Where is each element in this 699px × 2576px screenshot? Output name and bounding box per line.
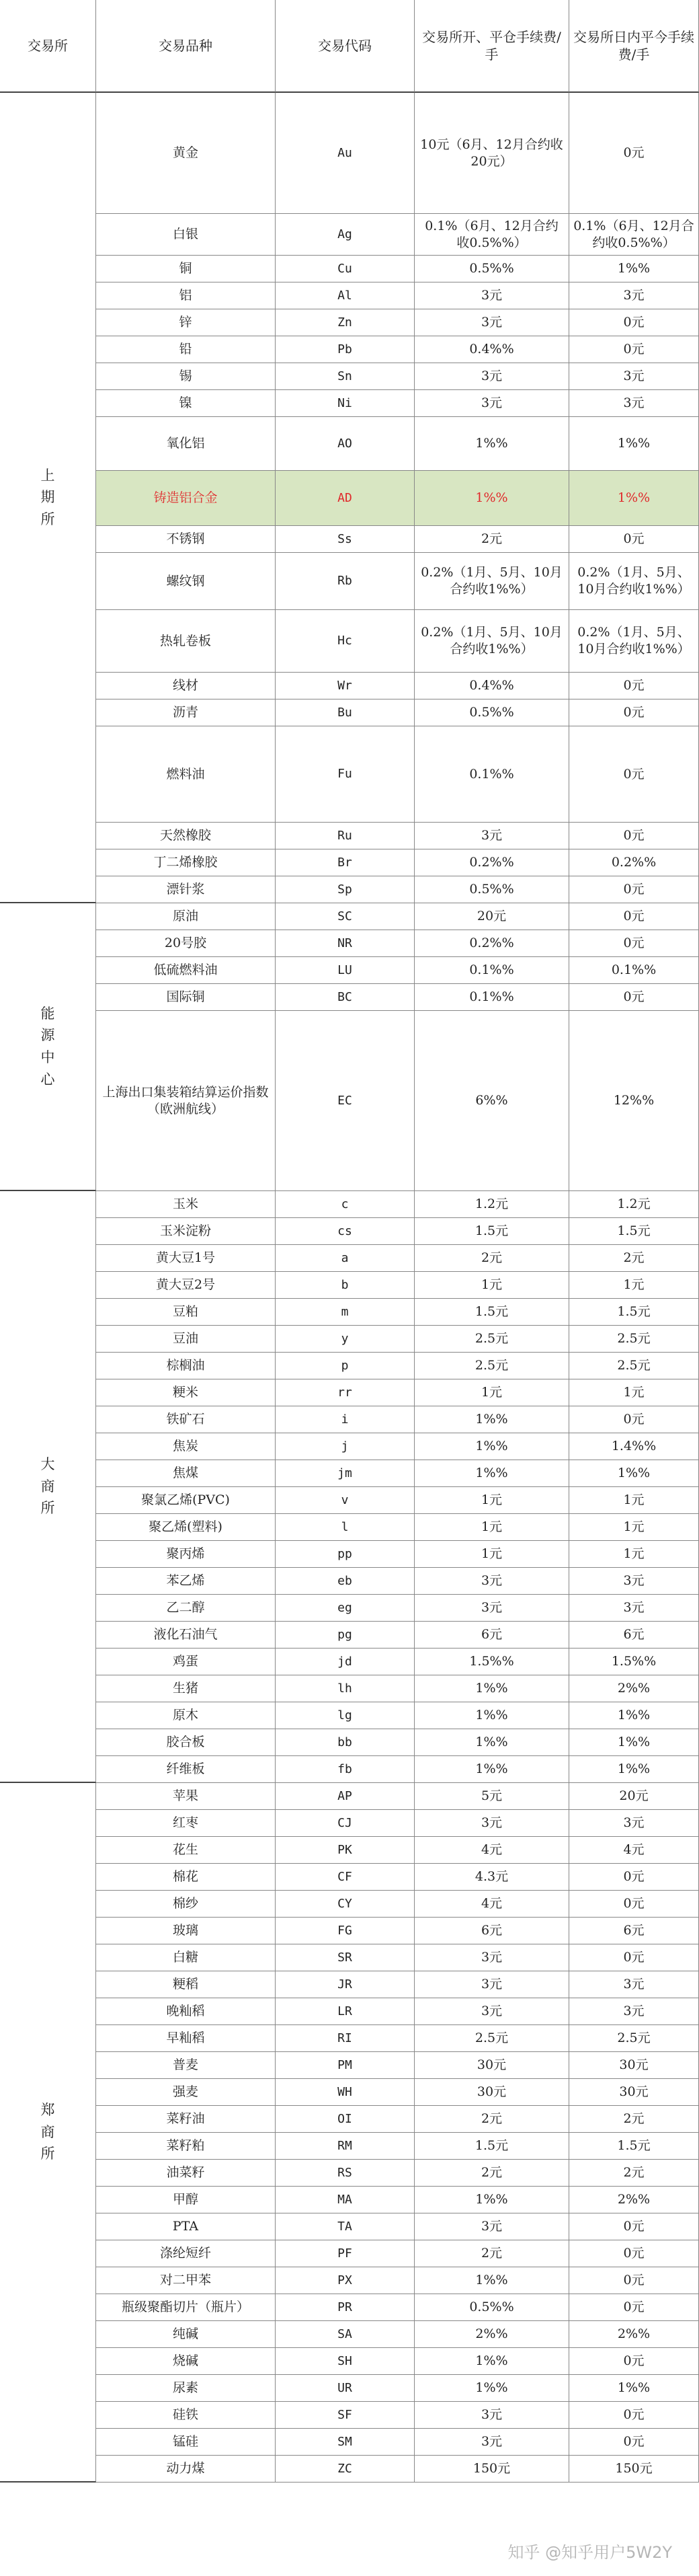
intraday-fee-cell: 1.5元 — [569, 1218, 699, 1245]
open-close-fee-cell: 1%% — [415, 2267, 569, 2294]
intraday-fee-cell: 1%% — [569, 1756, 699, 1783]
open-close-fee-cell: 0.5%% — [415, 876, 569, 903]
open-close-fee-cell: 0.4%% — [415, 336, 569, 363]
product-cell: 铅 — [96, 336, 276, 363]
intraday-fee-cell: 0.1%% — [569, 957, 699, 984]
product-cell: 花生 — [96, 1837, 276, 1864]
open-close-fee-cell: 1元 — [415, 1487, 569, 1514]
code-cell: TA — [276, 2213, 415, 2240]
open-close-fee-cell: 1%% — [415, 1729, 569, 1756]
intraday-fee-cell: 0元 — [569, 930, 699, 957]
open-close-fee-cell: 2.5元 — [415, 2025, 569, 2052]
header-3: 交易所开、平仓手续费/手 — [415, 0, 569, 93]
open-close-fee-cell: 0.1%% — [415, 984, 569, 1011]
code-cell: PK — [276, 1837, 415, 1864]
product-cell: 锌 — [96, 309, 276, 336]
code-cell: Ss — [276, 526, 415, 553]
open-close-fee-cell: 0.2%% — [415, 930, 569, 957]
product-cell: 苹果 — [96, 1783, 276, 1810]
intraday-fee-cell: 0.2%（1月、5月、10月合约收1%%） — [569, 610, 699, 673]
product-cell: 20号胶 — [96, 930, 276, 957]
product-cell: 聚丙烯 — [96, 1541, 276, 1568]
intraday-fee-cell: 2元 — [569, 1245, 699, 1272]
intraday-fee-cell: 2%% — [569, 2187, 699, 2213]
product-cell: 粳米 — [96, 1379, 276, 1406]
product-cell: 锰硅 — [96, 2429, 276, 2456]
open-close-fee-cell: 2元 — [415, 526, 569, 553]
intraday-fee-cell: 0元 — [569, 1891, 699, 1918]
code-cell: eg — [276, 1595, 415, 1622]
intraday-fee-cell: 1.5%% — [569, 1649, 699, 1675]
header-1: 交易品种 — [96, 0, 276, 93]
product-cell: 普麦 — [96, 2052, 276, 2079]
product-cell: 上海出口集装箱结算运价指数（欧洲航线） — [96, 1011, 276, 1191]
product-cell: 棕榈油 — [96, 1353, 276, 1379]
open-close-fee-cell: 2元 — [415, 2160, 569, 2187]
intraday-fee-cell: 1%% — [569, 417, 699, 471]
product-cell: 沥青 — [96, 699, 276, 726]
intraday-fee-cell: 0.1%（6月、12月合约收0.5%%） — [569, 214, 699, 256]
product-cell: 焦炭 — [96, 1433, 276, 1460]
intraday-fee-cell: 0元 — [569, 526, 699, 553]
product-cell: 棉花 — [96, 1864, 276, 1891]
product-cell: 不锈钢 — [96, 526, 276, 553]
code-cell: fb — [276, 1756, 415, 1783]
open-close-fee-cell: 30元 — [415, 2079, 569, 2106]
code-cell: p — [276, 1353, 415, 1379]
code-cell: c — [276, 1191, 415, 1218]
code-cell: PX — [276, 2267, 415, 2294]
product-cell: 纯碱 — [96, 2321, 276, 2348]
product-cell: 乙二醇 — [96, 1595, 276, 1622]
open-close-fee-cell: 4元 — [415, 1891, 569, 1918]
product-cell: 粳稻 — [96, 1971, 276, 1998]
intraday-fee-cell: 0.2%（1月、5月、10月合约收1%%） — [569, 553, 699, 610]
open-close-fee-cell: 1元 — [415, 1541, 569, 1568]
product-cell: 丁二烯橡胶 — [96, 849, 276, 876]
exchange-cell: 能 源 中 心 — [0, 903, 96, 1191]
code-cell: v — [276, 1487, 415, 1514]
open-close-fee-cell: 6元 — [415, 1918, 569, 1944]
product-cell: 焦煤 — [96, 1460, 276, 1487]
intraday-fee-cell: 1.5元 — [569, 1299, 699, 1326]
open-close-fee-cell: 6元 — [415, 1622, 569, 1649]
open-close-fee-cell: 1.5元 — [415, 1299, 569, 1326]
product-cell: 棉纱 — [96, 1891, 276, 1918]
open-close-fee-cell: 3元 — [415, 390, 569, 417]
code-cell: PM — [276, 2052, 415, 2079]
product-cell: 锡 — [96, 363, 276, 390]
intraday-fee-cell: 0元 — [569, 309, 699, 336]
open-close-fee-cell: 1%% — [415, 2348, 569, 2375]
product-cell: 尿素 — [96, 2375, 276, 2402]
intraday-fee-cell: 1元 — [569, 1541, 699, 1568]
product-cell: 甲醇 — [96, 2187, 276, 2213]
intraday-fee-cell: 12%% — [569, 1011, 699, 1191]
code-cell: AP — [276, 1783, 415, 1810]
code-cell: RS — [276, 2160, 415, 2187]
product-cell: 纤维板 — [96, 1756, 276, 1783]
product-cell: 豆粕 — [96, 1299, 276, 1326]
product-cell: 硅铁 — [96, 2402, 276, 2429]
product-cell: 动力煤 — [96, 2456, 276, 2483]
code-cell: UR — [276, 2375, 415, 2402]
code-cell: rr — [276, 1379, 415, 1406]
code-cell: Pb — [276, 336, 415, 363]
code-cell: lg — [276, 1702, 415, 1729]
product-cell: PTA — [96, 2213, 276, 2240]
intraday-fee-cell: 0元 — [569, 2240, 699, 2267]
code-cell: Ru — [276, 823, 415, 849]
code-cell: lh — [276, 1675, 415, 1702]
open-close-fee-cell: 1%% — [415, 1702, 569, 1729]
product-cell: 线材 — [96, 673, 276, 699]
open-close-fee-cell: 0.1%% — [415, 726, 569, 823]
intraday-fee-cell: 0元 — [569, 726, 699, 823]
code-cell: Cu — [276, 256, 415, 282]
open-close-fee-cell: 3元 — [415, 1810, 569, 1837]
exchange-cell: 上 期 所 — [0, 93, 96, 903]
open-close-fee-cell: 3元 — [415, 2402, 569, 2429]
intraday-fee-cell: 1.5元 — [569, 2133, 699, 2160]
product-cell: 对二甲苯 — [96, 2267, 276, 2294]
code-cell: l — [276, 1514, 415, 1541]
code-cell: cs — [276, 1218, 415, 1245]
code-cell: Hc — [276, 610, 415, 673]
open-close-fee-cell: 3元 — [415, 823, 569, 849]
code-cell: SC — [276, 903, 415, 930]
code-cell: Al — [276, 282, 415, 309]
intraday-fee-cell: 3元 — [569, 1568, 699, 1595]
intraday-fee-cell: 2%% — [569, 2321, 699, 2348]
code-cell: jd — [276, 1649, 415, 1675]
intraday-fee-cell: 3元 — [569, 282, 699, 309]
open-close-fee-cell: 1.2元 — [415, 1191, 569, 1218]
code-cell: b — [276, 1272, 415, 1299]
code-cell: BC — [276, 984, 415, 1011]
open-close-fee-cell: 3元 — [415, 1568, 569, 1595]
code-cell: PF — [276, 2240, 415, 2267]
code-cell: JR — [276, 1971, 415, 1998]
open-close-fee-cell: 0.5%% — [415, 2294, 569, 2321]
open-close-fee-cell: 1%% — [415, 471, 569, 526]
intraday-fee-cell: 0元 — [569, 673, 699, 699]
code-cell: SA — [276, 2321, 415, 2348]
header-4: 交易所日内平今手续费/手 — [569, 0, 699, 93]
open-close-fee-cell: 2元 — [415, 2106, 569, 2133]
open-close-fee-cell: 10元（6月、12月合约收20元） — [415, 93, 569, 214]
code-cell: ZC — [276, 2456, 415, 2483]
code-cell: Sn — [276, 363, 415, 390]
code-cell: pp — [276, 1541, 415, 1568]
code-cell: SH — [276, 2348, 415, 2375]
product-cell: 胶合板 — [96, 1729, 276, 1756]
code-cell: LU — [276, 957, 415, 984]
open-close-fee-cell: 1%% — [415, 2187, 569, 2213]
intraday-fee-cell: 1元 — [569, 1487, 699, 1514]
open-close-fee-cell: 2.5元 — [415, 1326, 569, 1353]
code-cell: PR — [276, 2294, 415, 2321]
product-cell: 黄大豆2号 — [96, 1272, 276, 1299]
code-cell: SF — [276, 2402, 415, 2429]
open-close-fee-cell: 2元 — [415, 1245, 569, 1272]
open-close-fee-cell: 6%% — [415, 1011, 569, 1191]
intraday-fee-cell: 0元 — [569, 93, 699, 214]
code-cell: Zn — [276, 309, 415, 336]
open-close-fee-cell: 1.5元 — [415, 2133, 569, 2160]
product-cell: 铸造铝合金 — [96, 471, 276, 526]
intraday-fee-cell: 1.4%% — [569, 1433, 699, 1460]
open-close-fee-cell: 3元 — [415, 1998, 569, 2025]
product-cell: 玉米淀粉 — [96, 1218, 276, 1245]
code-cell: AD — [276, 471, 415, 526]
intraday-fee-cell: 0元 — [569, 2348, 699, 2375]
intraday-fee-cell: 0元 — [569, 2294, 699, 2321]
product-cell: 燃料油 — [96, 726, 276, 823]
open-close-fee-cell: 0.1%（6月、12月合约收0.5%%） — [415, 214, 569, 256]
code-cell: i — [276, 1406, 415, 1433]
open-close-fee-cell: 1%% — [415, 1756, 569, 1783]
intraday-fee-cell: 1.2元 — [569, 1191, 699, 1218]
intraday-fee-cell: 2元 — [569, 2106, 699, 2133]
intraday-fee-cell: 0.2%% — [569, 849, 699, 876]
product-cell: 国际铜 — [96, 984, 276, 1011]
intraday-fee-cell: 30元 — [569, 2052, 699, 2079]
intraday-fee-cell: 0元 — [569, 1864, 699, 1891]
code-cell: a — [276, 1245, 415, 1272]
code-cell: MA — [276, 2187, 415, 2213]
intraday-fee-cell: 6元 — [569, 1622, 699, 1649]
open-close-fee-cell: 3元 — [415, 309, 569, 336]
intraday-fee-cell: 0元 — [569, 876, 699, 903]
product-cell: 豆油 — [96, 1326, 276, 1353]
intraday-fee-cell: 2元 — [569, 2160, 699, 2187]
product-cell: 氧化铝 — [96, 417, 276, 471]
product-cell: 玉米 — [96, 1191, 276, 1218]
product-cell: 白糖 — [96, 1944, 276, 1971]
code-cell: OI — [276, 2106, 415, 2133]
intraday-fee-cell: 0元 — [569, 2429, 699, 2456]
open-close-fee-cell: 1%% — [415, 417, 569, 471]
intraday-fee-cell: 2.5元 — [569, 1326, 699, 1353]
open-close-fee-cell: 30元 — [415, 2052, 569, 2079]
open-close-fee-cell: 0.2%（1月、5月、10月合约收1%%） — [415, 610, 569, 673]
code-cell: CY — [276, 1891, 415, 1918]
code-cell: bb — [276, 1729, 415, 1756]
open-close-fee-cell: 1%% — [415, 1406, 569, 1433]
code-cell: LR — [276, 1998, 415, 2025]
product-cell: 烧碱 — [96, 2348, 276, 2375]
intraday-fee-cell: 3元 — [569, 1971, 699, 1998]
product-cell: 低硫燃料油 — [96, 957, 276, 984]
product-cell: 苯乙烯 — [96, 1568, 276, 1595]
open-close-fee-cell: 3元 — [415, 2213, 569, 2240]
intraday-fee-cell: 1元 — [569, 1272, 699, 1299]
code-cell: Bu — [276, 699, 415, 726]
code-cell: Fu — [276, 726, 415, 823]
product-cell: 镍 — [96, 390, 276, 417]
code-cell: Sp — [276, 876, 415, 903]
code-cell: SR — [276, 1944, 415, 1971]
intraday-fee-cell: 1元 — [569, 1379, 699, 1406]
code-cell: Rb — [276, 553, 415, 610]
open-close-fee-cell: 1.5元 — [415, 1218, 569, 1245]
code-cell: Ag — [276, 214, 415, 256]
intraday-fee-cell: 4元 — [569, 1837, 699, 1864]
intraday-fee-cell: 1%% — [569, 471, 699, 526]
intraday-fee-cell: 0元 — [569, 2267, 699, 2294]
product-cell: 晚籼稻 — [96, 1998, 276, 2025]
intraday-fee-cell: 1%% — [569, 1729, 699, 1756]
intraday-fee-cell: 2.5元 — [569, 2025, 699, 2052]
code-cell: Wr — [276, 673, 415, 699]
open-close-fee-cell: 4.3元 — [415, 1864, 569, 1891]
intraday-fee-cell: 3元 — [569, 1595, 699, 1622]
open-close-fee-cell: 1%% — [415, 1433, 569, 1460]
exchange-cell: 郑 商 所 — [0, 1783, 96, 2483]
code-cell: NR — [276, 930, 415, 957]
open-close-fee-cell: 3元 — [415, 1971, 569, 1998]
open-close-fee-cell: 0.2%% — [415, 849, 569, 876]
intraday-fee-cell: 0元 — [569, 903, 699, 930]
product-cell: 菜籽油 — [96, 2106, 276, 2133]
intraday-fee-cell: 1%% — [569, 256, 699, 282]
intraday-fee-cell: 30元 — [569, 2079, 699, 2106]
intraday-fee-cell: 0元 — [569, 1406, 699, 1433]
code-cell: j — [276, 1433, 415, 1460]
code-cell: WH — [276, 2079, 415, 2106]
intraday-fee-cell: 0元 — [569, 2213, 699, 2240]
open-close-fee-cell: 1.5%% — [415, 1649, 569, 1675]
product-cell: 漂针浆 — [96, 876, 276, 903]
code-cell: RM — [276, 2133, 415, 2160]
open-close-fee-cell: 4元 — [415, 1837, 569, 1864]
header-0: 交易所 — [0, 0, 96, 93]
intraday-fee-cell: 1%% — [569, 1702, 699, 1729]
product-cell: 玻璃 — [96, 1918, 276, 1944]
watermark: 知乎 @知乎用户5W2Y — [507, 2543, 672, 2562]
product-cell: 黄金 — [96, 93, 276, 214]
product-cell: 原木 — [96, 1702, 276, 1729]
open-close-fee-cell: 2元 — [415, 2240, 569, 2267]
open-close-fee-cell: 20元 — [415, 903, 569, 930]
product-cell: 螺纹钢 — [96, 553, 276, 610]
intraday-fee-cell: 1%% — [569, 1460, 699, 1487]
intraday-fee-cell: 1%% — [569, 2375, 699, 2402]
intraday-fee-cell: 3元 — [569, 363, 699, 390]
intraday-fee-cell: 0元 — [569, 699, 699, 726]
intraday-fee-cell: 3元 — [569, 1810, 699, 1837]
open-close-fee-cell: 3元 — [415, 1595, 569, 1622]
code-cell: pg — [276, 1622, 415, 1649]
open-close-fee-cell: 0.5%% — [415, 699, 569, 726]
open-close-fee-cell: 3元 — [415, 1944, 569, 1971]
intraday-fee-cell: 2.5元 — [569, 1353, 699, 1379]
open-close-fee-cell: 5元 — [415, 1783, 569, 1810]
product-cell: 早籼稻 — [96, 2025, 276, 2052]
product-cell: 鸡蛋 — [96, 1649, 276, 1675]
product-cell: 液化石油气 — [96, 1622, 276, 1649]
code-cell: CF — [276, 1864, 415, 1891]
product-cell: 铜 — [96, 256, 276, 282]
code-cell: EC — [276, 1011, 415, 1191]
code-cell: Ni — [276, 390, 415, 417]
intraday-fee-cell: 3元 — [569, 390, 699, 417]
code-cell: AO — [276, 417, 415, 471]
product-cell: 菜籽粕 — [96, 2133, 276, 2160]
open-close-fee-cell: 0.4%% — [415, 673, 569, 699]
open-close-fee-cell: 1元 — [415, 1514, 569, 1541]
code-cell: RI — [276, 2025, 415, 2052]
open-close-fee-cell: 1%% — [415, 1675, 569, 1702]
code-cell: Br — [276, 849, 415, 876]
code-cell: eb — [276, 1568, 415, 1595]
product-cell: 热轧卷板 — [96, 610, 276, 673]
open-close-fee-cell: 3元 — [415, 2429, 569, 2456]
intraday-fee-cell: 20元 — [569, 1783, 699, 1810]
intraday-fee-cell: 6元 — [569, 1918, 699, 1944]
code-cell: SM — [276, 2429, 415, 2456]
intraday-fee-cell: 0元 — [569, 984, 699, 1011]
product-cell: 原油 — [96, 903, 276, 930]
intraday-fee-cell: 0元 — [569, 336, 699, 363]
product-cell: 油菜籽 — [96, 2160, 276, 2187]
open-close-fee-cell: 1元 — [415, 1379, 569, 1406]
header-2: 交易代码 — [276, 0, 415, 93]
open-close-fee-cell: 0.5%% — [415, 256, 569, 282]
intraday-fee-cell: 0元 — [569, 2402, 699, 2429]
code-cell: y — [276, 1326, 415, 1353]
exchange-cell: 大 商 所 — [0, 1191, 96, 1783]
open-close-fee-cell: 1元 — [415, 1272, 569, 1299]
code-cell: jm — [276, 1460, 415, 1487]
intraday-fee-cell: 2%% — [569, 1675, 699, 1702]
open-close-fee-cell: 1%% — [415, 2375, 569, 2402]
product-cell: 强麦 — [96, 2079, 276, 2106]
product-cell: 黄大豆1号 — [96, 1245, 276, 1272]
product-cell: 铝 — [96, 282, 276, 309]
product-cell: 聚乙烯(塑料) — [96, 1514, 276, 1541]
intraday-fee-cell: 0元 — [569, 1944, 699, 1971]
intraday-fee-cell: 3元 — [569, 1998, 699, 2025]
intraday-fee-cell: 0元 — [569, 823, 699, 849]
open-close-fee-cell: 0.1%% — [415, 957, 569, 984]
open-close-fee-cell: 0.2%（1月、5月、10月合约收1%%） — [415, 553, 569, 610]
product-cell: 聚氯乙烯(PVC) — [96, 1487, 276, 1514]
product-cell: 瓶级聚酯切片（瓶片） — [96, 2294, 276, 2321]
open-close-fee-cell: 150元 — [415, 2456, 569, 2483]
product-cell: 天然橡胶 — [96, 823, 276, 849]
intraday-fee-cell: 150元 — [569, 2456, 699, 2483]
open-close-fee-cell: 3元 — [415, 282, 569, 309]
open-close-fee-cell: 3元 — [415, 363, 569, 390]
code-cell: CJ — [276, 1810, 415, 1837]
product-cell: 生猪 — [96, 1675, 276, 1702]
open-close-fee-cell: 1%% — [415, 1460, 569, 1487]
product-cell: 铁矿石 — [96, 1406, 276, 1433]
open-close-fee-cell: 2.5元 — [415, 1353, 569, 1379]
product-cell: 涤纶短纤 — [96, 2240, 276, 2267]
code-cell: FG — [276, 1918, 415, 1944]
open-close-fee-cell: 2%% — [415, 2321, 569, 2348]
intraday-fee-cell: 1元 — [569, 1514, 699, 1541]
code-cell: Au — [276, 93, 415, 214]
product-cell: 红枣 — [96, 1810, 276, 1837]
code-cell: m — [276, 1299, 415, 1326]
product-cell: 白银 — [96, 214, 276, 256]
